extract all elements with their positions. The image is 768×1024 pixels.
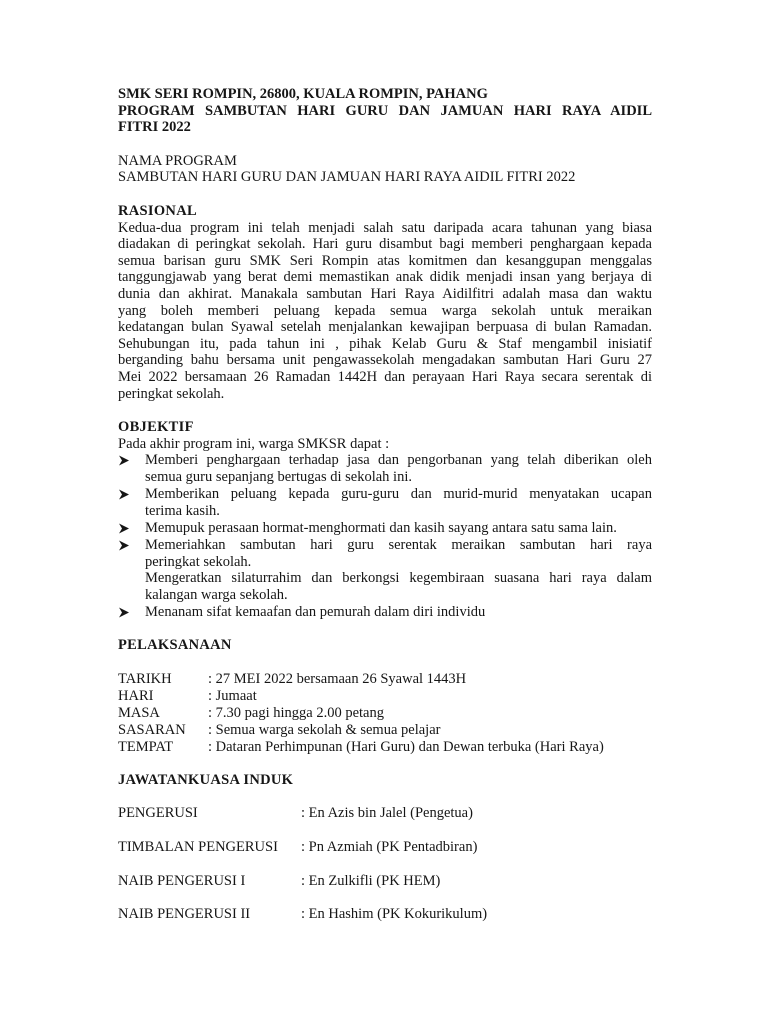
rasional-line: Sehubungan itu, pada tahun ini , pihak Kelab Guru & Staf mengambil inisiatif	[118, 335, 652, 352]
pelaksanaan-table	[118, 671, 604, 756]
rasional-line: tanggungjawab yang berat demi memastikan anak didik menjadi insan yang berjaya di	[118, 269, 652, 286]
committee-member: : En Zulkifli (PK HEM)	[301, 872, 441, 889]
arrow-bullet-icon	[118, 486, 132, 500]
table-row	[118, 739, 604, 756]
arrow-bullet-icon	[118, 520, 132, 534]
list-item	[118, 452, 652, 485]
list-item-continuation: kalangan warga sekolah.	[145, 586, 288, 603]
program-title-line2: FITRI 2022	[118, 119, 191, 136]
committee-role: NAIB PENGERUSI II	[118, 906, 251, 923]
row-key: MASA	[118, 704, 160, 721]
arrow-bullet-icon	[118, 537, 132, 551]
table-row	[118, 671, 604, 688]
row-value: : Semua warga sekolah & semua pelajar	[208, 721, 441, 738]
row-value: : Jumaat	[208, 687, 257, 704]
list-item	[118, 486, 652, 519]
jawatankuasa-title: JAWATANKUASA INDUK	[118, 771, 294, 788]
rasional-line: diadakan di peringkat sekolah. Hari guru disambut bagi memberi penghargaan kepada	[118, 236, 652, 253]
rasional-line: yang boleh memberi peluang kepada semua warga sekolah untuk meraikan	[118, 302, 652, 319]
objektif-list	[118, 452, 652, 620]
rasional-line: Kedua-dua program ini telah menjadi salah satu daripada acara tahunan yang biasa	[118, 219, 652, 236]
list-item-line: Memberikan peluang kepada guru-guru dan murid-murid menyatakan ucapan	[145, 486, 652, 503]
nama-program-value: SAMBUTAN HARI GURU DAN JAMUAN HARI RAYA AIDIL FITRI 2022	[118, 169, 576, 186]
committee-row	[118, 839, 652, 856]
table-row	[118, 688, 604, 705]
committee-role: TIMBALAN PENGERUSI	[118, 838, 278, 855]
list-item-line: Memberi penghargaan terhadap jasa dan pengorbanan yang telah diberikan oleh	[145, 452, 652, 469]
rasional-line: berganding bahu bersama unit pengawassekolah mengadakan sambutan Hari Guru 27	[118, 352, 652, 369]
list-item	[118, 520, 652, 537]
list-item-line: terima kasih.	[145, 502, 220, 519]
rasional-title: RASIONAL	[118, 202, 197, 219]
rasional-paragraph	[118, 220, 652, 403]
committee-row	[118, 906, 652, 923]
row-value: : 27 MEI 2022 bersamaan 26 Syawal 1443H	[208, 670, 467, 687]
committee-row	[118, 873, 652, 890]
row-key: HARI	[118, 687, 154, 704]
list-item-continuation: Mengeratkan silaturrahim dan berkongsi kegembiraan suasana hari raya dalam	[145, 570, 652, 587]
committee-role: PENGERUSI	[118, 805, 198, 822]
committee-member: : Pn Azmiah (PK Pentadbiran)	[301, 838, 478, 855]
rasional-line: kedatangan bulan Syawal setelah menjalankan kewajipan berpuasa di bulan Ramadan.	[118, 319, 652, 336]
row-key: TARIKH	[118, 670, 172, 687]
list-item-line: Memeriahkan sambutan hari guru serentak meraikan sambutan hari raya	[145, 537, 652, 554]
list-item-line: semua guru sepanjang bertugas di sekolah ini.	[145, 468, 412, 485]
list-item	[118, 537, 652, 603]
table-row	[118, 722, 604, 739]
list-item-line: peringkat sekolah.	[145, 553, 252, 570]
committee-row	[118, 805, 652, 822]
list-item-line: Menanam sifat kemaafan dan pemurah dalam diri individu	[145, 604, 486, 620]
row-value: : Dataran Perhimpunan (Hari Guru) dan Dewan terbuka (Hari Raya)	[208, 738, 604, 755]
objektif-intro: Pada akhir program ini, warga SMKSR dapat :	[118, 435, 390, 452]
rasional-line: semua barisan guru SMK Seri Rompin atas komitmen dan kesanggupan menggalas	[118, 252, 652, 269]
nama-program-label: NAMA PROGRAM	[118, 152, 237, 169]
table-row	[118, 705, 604, 722]
rasional-line: dunia dan akhirat. Manakala sambutan Hari Raya Aidilfitri adalah masa dan waktu	[118, 285, 652, 302]
arrow-bullet-icon	[118, 604, 132, 618]
row-key: TEMPAT	[118, 738, 174, 755]
row-value: : 7.30 pagi hingga 2.00 petang	[208, 704, 384, 721]
row-key: SASARAN	[118, 721, 186, 738]
list-item	[118, 604, 652, 621]
committee-role: NAIB PENGERUSI I	[118, 872, 246, 889]
rasional-line: Mei 2022 bersamaan 26 Ramadan 1442H dan perayaan Hari Raya secara serentak di	[118, 368, 652, 385]
committee-member: : En Azis bin Jalel (Pengetua)	[301, 805, 473, 822]
objektif-title: OBJEKTIF	[118, 419, 194, 436]
pelaksanaan-title: PELAKSANAAN	[118, 637, 232, 654]
rasional-line: peringkat sekolah.	[118, 385, 225, 402]
list-item-line: Memupuk perasaan hormat-menghormati dan kasih sayang antara satu sama lain.	[145, 519, 617, 536]
arrow-bullet-icon	[118, 452, 132, 466]
program-title-line1: PROGRAM SAMBUTAN HARI GURU DAN JAMUAN HARI RAYA AIDIL	[118, 102, 652, 119]
school-heading: SMK SERI ROMPIN, 26800, KUALA ROMPIN, PAHANG	[118, 86, 488, 102]
committee-member: : En Hashim (PK Kokurikulum)	[301, 906, 488, 923]
